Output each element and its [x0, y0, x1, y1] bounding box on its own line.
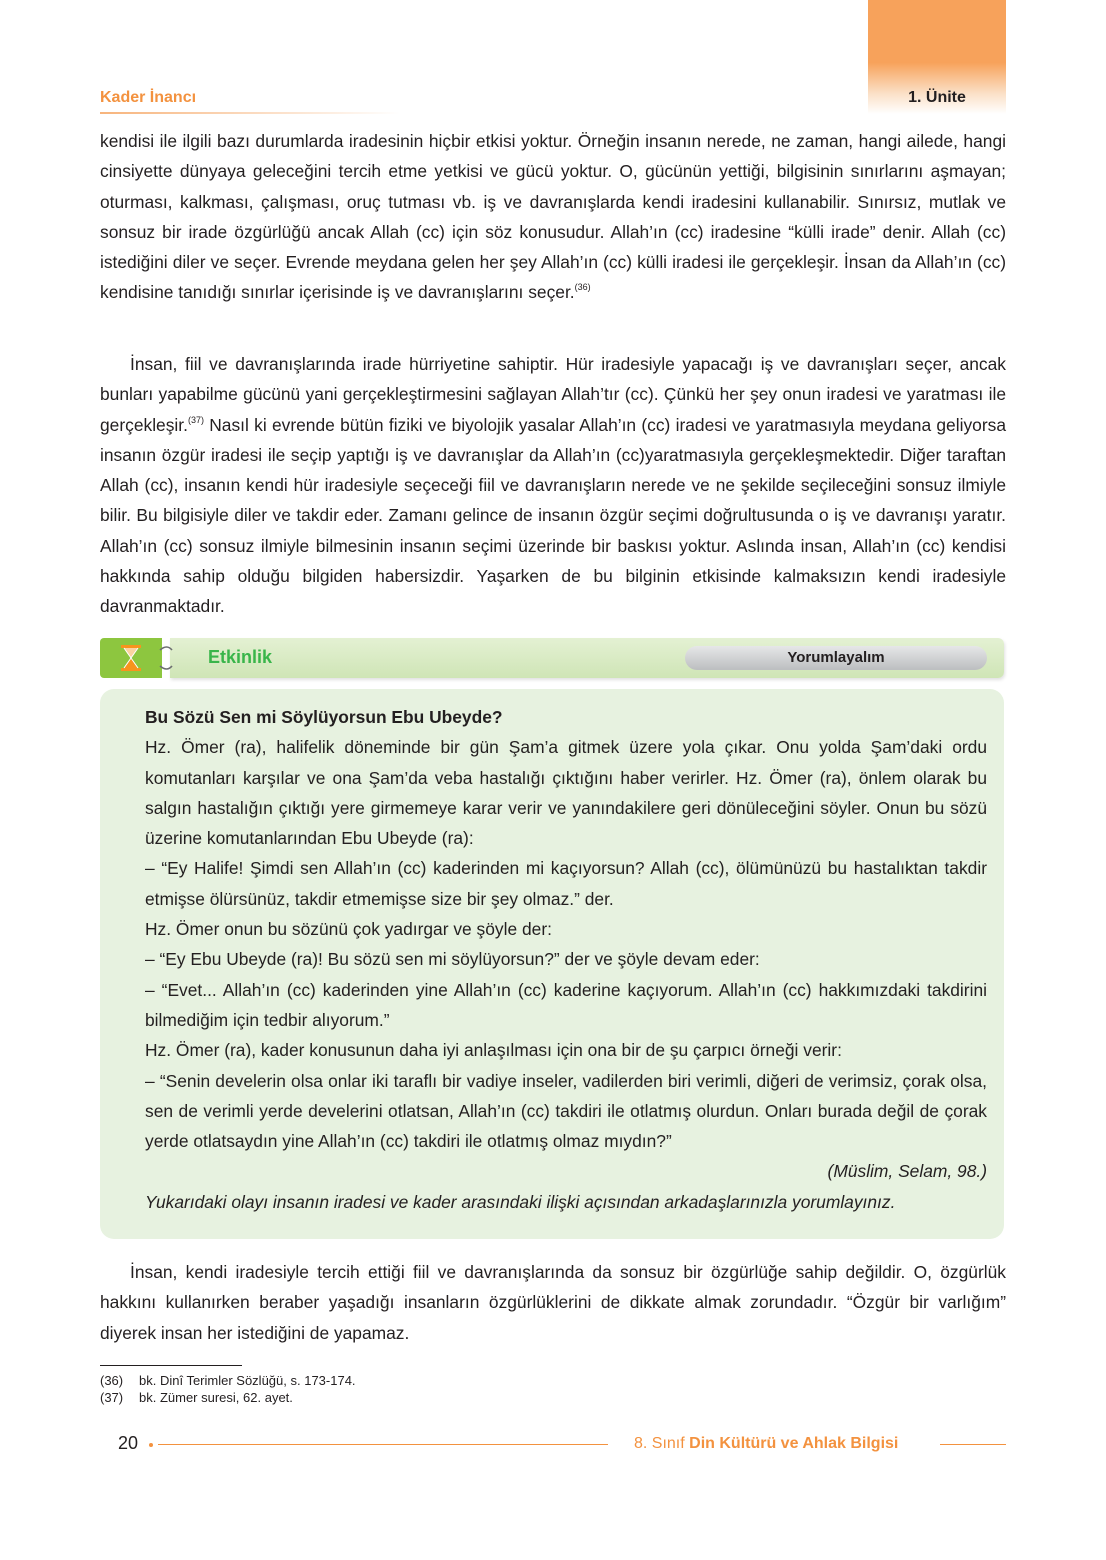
footer-line-left [158, 1444, 608, 1445]
footnote-text: bk. Zümer suresi, 62. ayet. [139, 1390, 293, 1405]
footnote-text: bk. Dinî Terimler Sözlüğü, s. 173-174. [139, 1373, 356, 1388]
paragraph-2-text-b: Nasıl ki evrende bütün fiziki ve biyolojik yasalar Allah’ın (cc) iradesi ve yaratmasıyla meydana geliyorsa insanın özgür iradesi ile seçip yaptığı iş ve davranışlar da Allah’ın (cc)yaratmasıyla gerçekleşmektedir. Diğer taraftan Allah (cc), insanın kendi hür iradesiyle seçeceği fiil ve davranışların nerede ve ne şekilde seçileceğini sonsuz ilmiyle bilir. Bu bilgisiyle diler ve takdir eder. Zamanı gelince de insanın özgür seçimi doğrultusunda o iş ve davranışı yaratır. Allah’ın (cc) sonsuz ilmiyle bilmesinin insanın seçimi üzerinde bir baskısı yoktur. Aslında insan, Allah’ın (cc) kendisi hakkında sahip olduğu bilgiden habersizdir. Yaşarken de bu bilginin etkisinde kalmaksızın kendi iradesiyle davranmaktadır. [100, 414, 1006, 617]
footnotes [100, 1372, 356, 1406]
footnote-number: (36) [100, 1373, 124, 1388]
chapter-title: Kader İnancı [100, 89, 197, 106]
story-line-7: – “Senin develerin olsa onlar iki taraflı bir vadiye inseler, vadilerden biri verimli, diğeri de verimsiz, çorak olsa, sen de verimli yerde develerini otlatsan, Allah’ın (cc) takdiri ile otlatmış olurdun. Onları burada değil de çorak yerde otlatsaydın yine Allah’ın (cc) takdiri ile otlatmış olmaz mıydın?” [145, 1070, 987, 1152]
header-rule [100, 112, 400, 114]
story-line-2: – “Ey Halife! Şimdi sen Allah’ın (cc) kaderinden mi kaçıyorsun? Allah (cc), ölümünüzü bu hastalıktan takdir etmişse ölürsünüz, takdir etmemişse size bir şey olmaz.” der. [145, 858, 987, 909]
paragraph-3 [100, 1257, 1006, 1348]
activity-header [100, 638, 1006, 678]
paragraph-1-text: kendisi ile ilgili bazı durumlarda iradesinin hiçbir etkisi yoktur. Örneğin insanın nerede, ne zaman, hangi ailede, hangi cinsiyette dünyaya geleceğini tercih etme yetkisi ve gücü yoktur. O, gücünün yettiği, bilgisinin sınırlarını aşmayan; oturması, kalkması, çalışması, oruç tutması vb. iş ve davranışlarda kendi iradesini kullanabilir. Sınırsız, mutlak ve sonsuz bir irade özgürlüğü ancak Allah (cc) için söz konusudur. Allah’ın (cc) iradesine “külli irade” denir. Allah (cc) istediğini diler ve seçer. Evrende meydana gelen her şey Allah’ın (cc) külli iradesi ile gerçekleşir. İnsan da Allah’ın (cc) kendisine tanıdığı sınırlar içerisinde iş ve davranışlarını seçer. [100, 131, 1006, 303]
paragraph-1 [100, 126, 1006, 308]
footnote-item [100, 1372, 356, 1389]
story-line-5: – “Evet... Allah’ın (cc) kaderinden yine Allah’ın (cc) kaderine kaçıyorum. Allah’ın (cc) hakkımızdaki takdirini bilmediğim için tedbir alıyorum.” [145, 979, 987, 1030]
activity-type-pill: Yorumlayalım [685, 646, 987, 670]
story-title: Bu Sözü Sen mi Söylüyorsun Ebu Ubeyde? [145, 707, 503, 727]
paragraph-3-text: İnsan, kendi iradesiyle tercih ettiği fiil ve davranışlarında da sonsuz bir özgürlüğe sahip değildir. O, özgürlük hakkını kullanırken beraber yaşadığı insanların özgürlüklerini de dikkate almak zorundadır. “Özgür bir varlığım” diyerek insan her istediğini de yapamaz. [100, 1262, 1006, 1343]
story-line-6: Hz. Ömer (ra), kader konusunun daha iyi anlaşılması için ona bir de şu çarpıcı örneği verir: [145, 1040, 842, 1061]
footnote-rule [100, 1365, 242, 1366]
activity-label: Etkinlik [208, 647, 273, 667]
story-line-1: Hz. Ömer (ra), halifelik döneminde bir gün Şam’a gitmek üzere yola çıkar. Onu yolda Şam’daki ordu komutanları karşılar ve ona Şam’da veba hastalığı çıktığını haber verirler. Hz. Ömer (ra), önlem olarak bu salgın hastalığın çıktığı yere girmemeye karar verir ve yanındakilere geri dönüleceğini söyler. Onun bu sözü üzerine komutanlarından Ebu Ubeyde (ra): [145, 737, 987, 849]
footnote-number: (37) [100, 1390, 124, 1405]
book-grade: 8. Sınıf [634, 1435, 690, 1452]
page-number: 20 [118, 1433, 139, 1453]
activity-task: Yukarıdaki olayı insanın iradesi ve kader arasındaki ilişki açısından arkadaşlarınızla yorumlayınız. [145, 1191, 896, 1212]
story-line-4: – “Ey Ebu Ubeyde (ra)! Bu sözü sen mi söylüyorsun?” der ve şöyle devam eder: [145, 949, 760, 970]
activity-icon-box [100, 638, 162, 678]
footer-line-right [940, 1444, 1006, 1445]
story-line-3: Hz. Ömer onun bu sözünü çok yadırgar ve şöyle der: [145, 919, 552, 940]
footnote-item [100, 1389, 356, 1406]
footnote-ref-36[interactable]: (36) [574, 282, 591, 293]
paragraph-2 [100, 349, 1006, 622]
activity-story [145, 702, 987, 1217]
paragraph-2-text-a: İnsan, fiil ve davranışlarında irade hürriyetine sahiptir. Hür iradesiyle yapacağı iş ve davranışları seçer, ancak bunları yapabilme gücünü yani gerçekleştirmesini sağlayan Allah’tır (cc). Çünkü her şey onun iradesi ve yaratması ile gerçekleşir. [100, 354, 1006, 435]
footnote-ref-37[interactable]: (37) [187, 414, 204, 425]
footer-dot [149, 1443, 153, 1447]
unit-label: 1. Ünite [908, 89, 966, 106]
hourglass-icon [116, 643, 146, 673]
book-title [634, 1435, 898, 1453]
binder-rings-icon [158, 643, 176, 673]
story-source: (Müslim, Selam, 98.) [827, 1161, 987, 1182]
book-name: Din Kültürü ve Ahlak Bilgisi [689, 1435, 899, 1452]
